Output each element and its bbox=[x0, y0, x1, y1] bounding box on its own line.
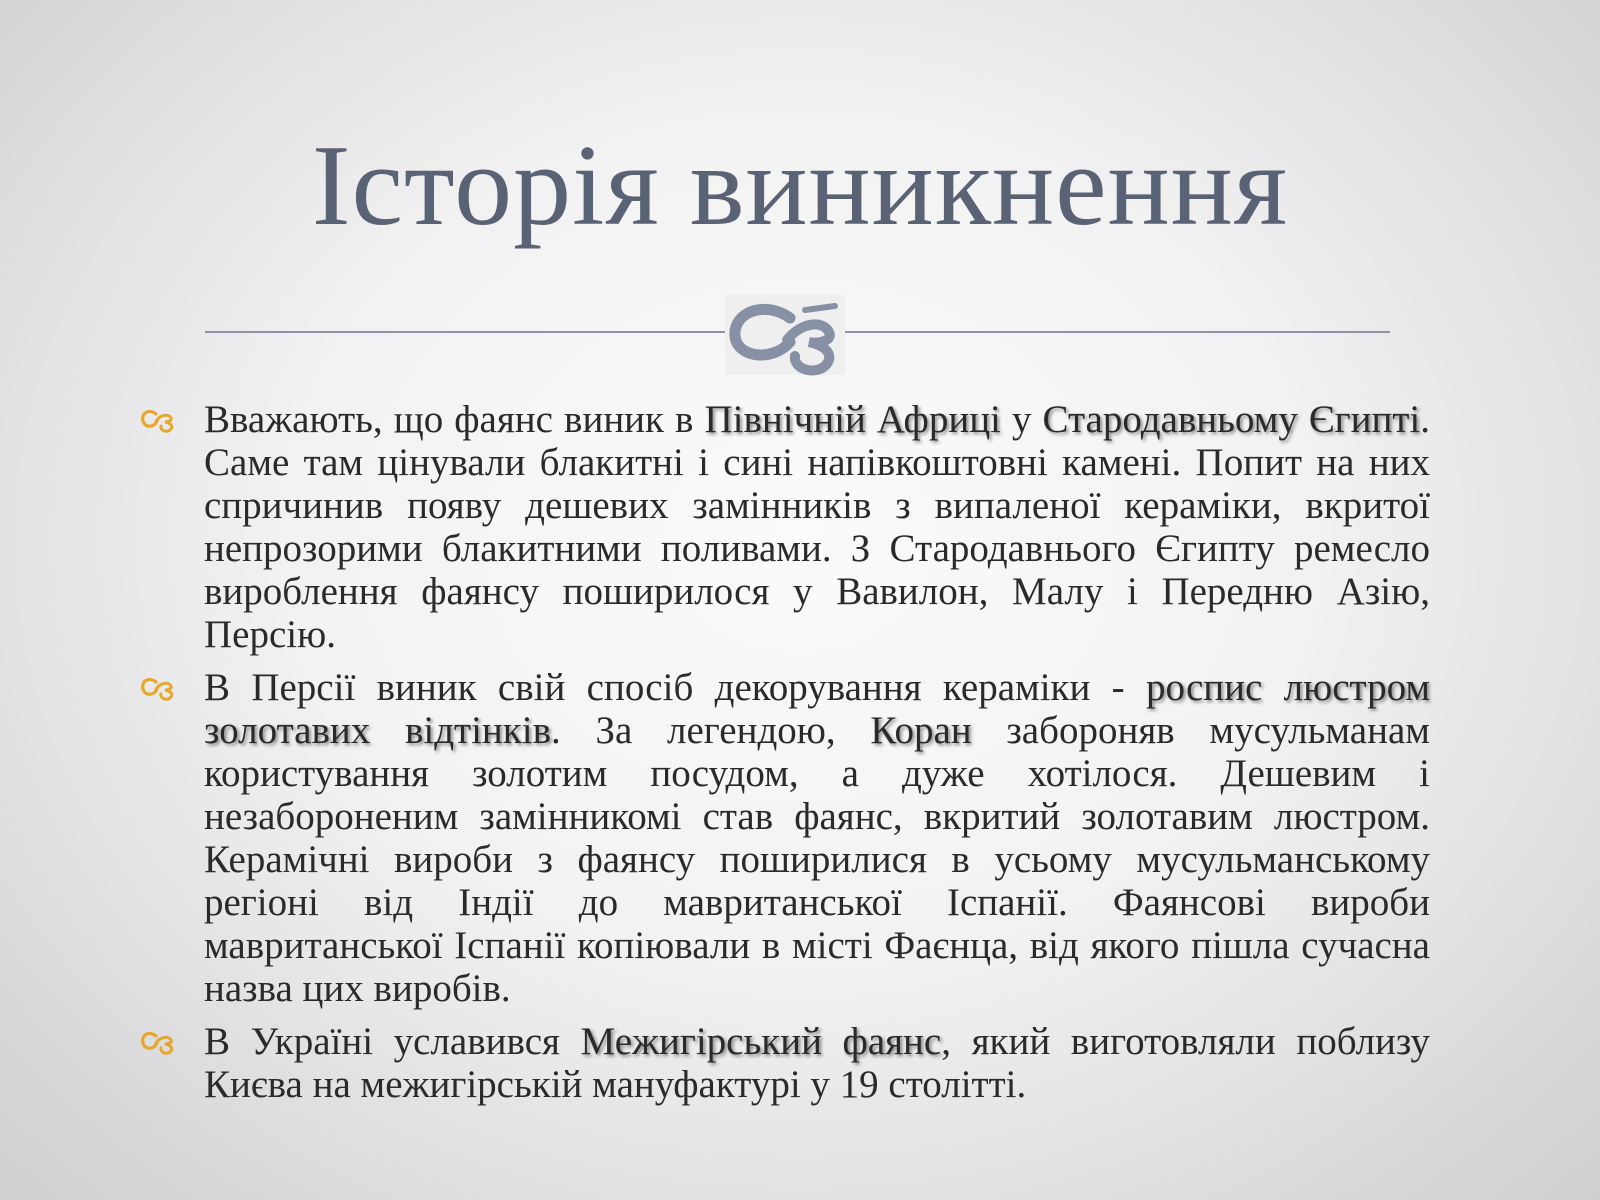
highlighted-term: Коран bbox=[870, 709, 972, 752]
bullet-list bbox=[140, 398, 1430, 1116]
title-divider bbox=[205, 290, 1390, 380]
text-segment: В Україні уславився bbox=[204, 1020, 581, 1063]
text-segment: . Саме там цінували блакитні і сині напівкоштовні камені. Попит на них спричинив появу дешевих замінників з випаленої кераміки, вкритої непрозорими блакитними поливами. З Стародавнього Єгипту ремесло вироблення фаянсу поширилося у Вавилон, Малу і Передню Азію, Персію. bbox=[204, 398, 1431, 656]
highlighted-term: Межигірський фаянс bbox=[580, 1020, 942, 1063]
bullet-ornament-icon bbox=[140, 666, 204, 709]
text-segment: В Персії виник свій спосіб декорування кераміки - bbox=[204, 666, 1146, 709]
ornament-icon bbox=[725, 295, 845, 375]
text-segment: забороняв мусульманам користування золотим посудом, а дуже хотілося. Дешевим і незабороненим замінникомі став фаянс, вкритий золотавим люстром. Керамічні вироби з фаянсу поширилися в усьому мусульманському регіоні від Індії до мавританської Іспанії. Фаянсові вироби мавританської Іспанії копіювали в місті Фаєнца, від якого пішла сучасна назва цих виробів. bbox=[204, 709, 1430, 1010]
bullet-item bbox=[140, 666, 1430, 1010]
bullet-text bbox=[204, 398, 1430, 656]
text-segment: Вважають, що фаянс виник в bbox=[204, 398, 705, 441]
bullet-ornament-icon bbox=[140, 1020, 204, 1063]
highlighted-term: Північній Африці bbox=[704, 398, 1001, 441]
bullet-item bbox=[140, 398, 1430, 656]
text-segment: у bbox=[1000, 398, 1043, 441]
text-segment: . За легендою, bbox=[550, 709, 871, 752]
bullet-text bbox=[204, 1020, 1430, 1106]
text-segment: , який виготовляли поблизу Києва на межигірській мануфактурі у 19 столітті. bbox=[204, 1020, 1430, 1106]
highlighted-term: Стародавньому Єгипті bbox=[1042, 398, 1421, 441]
highlighted-term: роспис люстром золотавих відтінків bbox=[204, 666, 1430, 752]
bullet-ornament-icon bbox=[140, 398, 204, 441]
bullet-item bbox=[140, 1020, 1430, 1106]
bullet-text bbox=[204, 666, 1430, 1010]
slide-title: Історія виникнення bbox=[311, 122, 1289, 250]
